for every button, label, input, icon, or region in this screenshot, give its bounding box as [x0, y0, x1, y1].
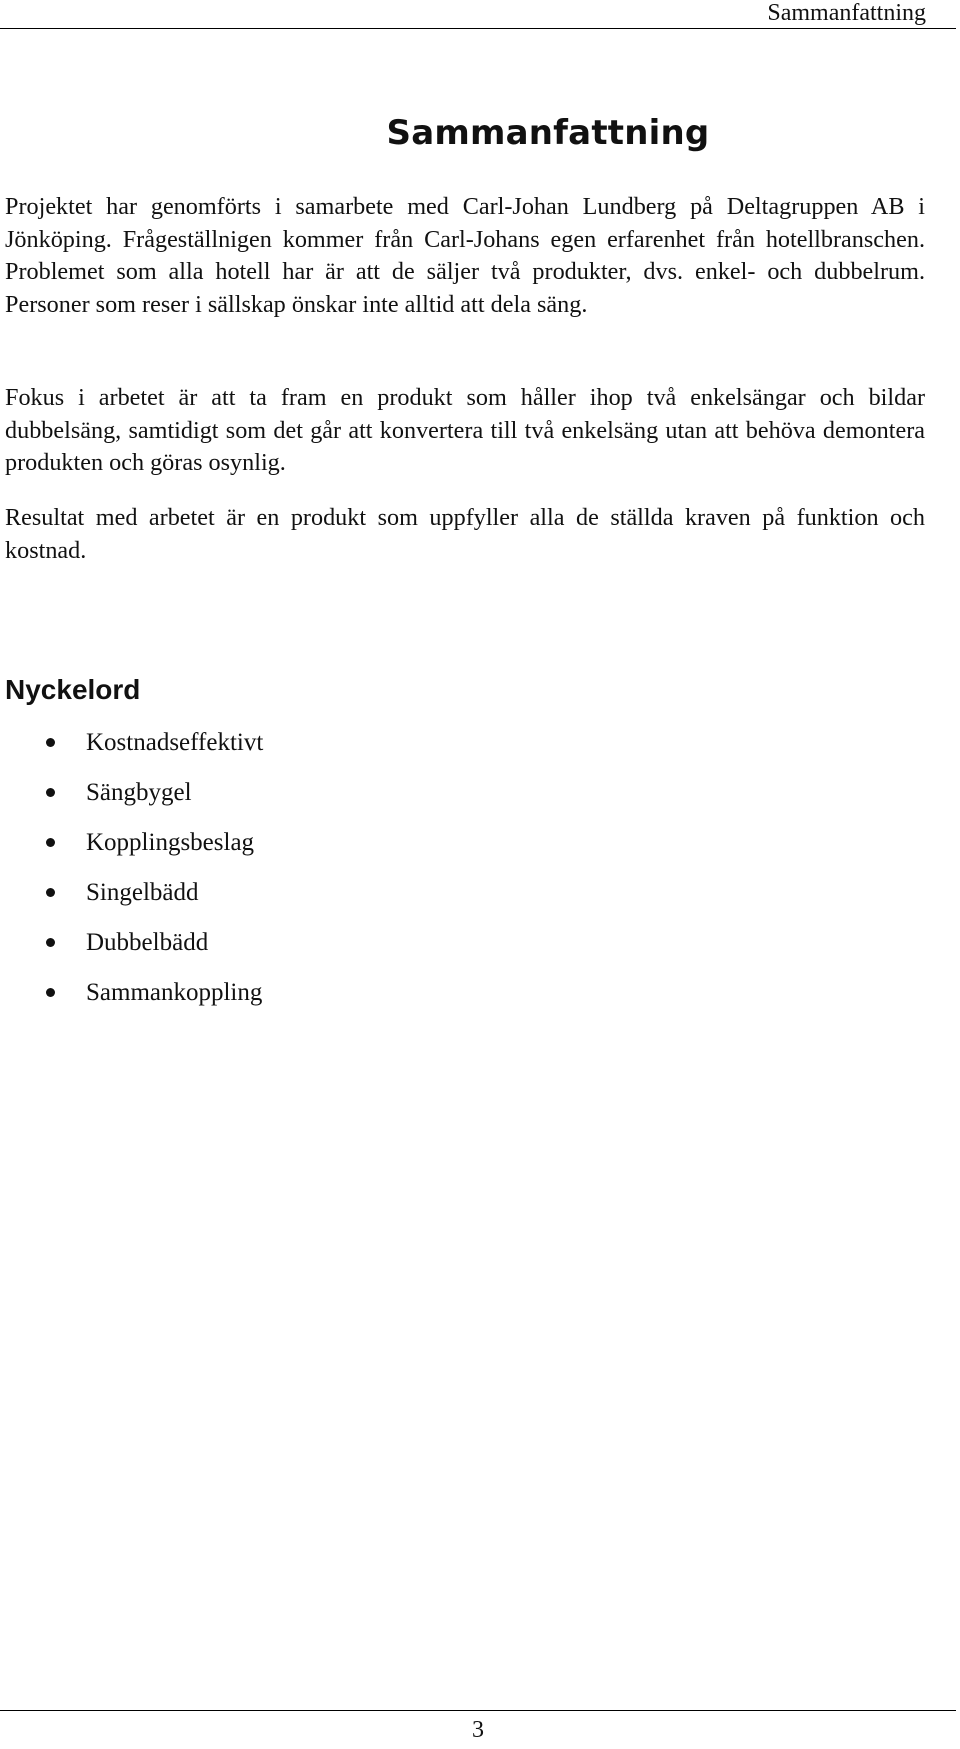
keywords-heading: Nyckelord [5, 674, 141, 705]
bullet-icon [46, 788, 55, 797]
page-title: Sammanfattning [386, 113, 710, 153]
page-header [0, 0, 956, 29]
keyword-text: Singelbädd [86, 879, 199, 906]
bullet-icon [46, 888, 55, 897]
keyword-text: Dubbelbädd [86, 929, 209, 956]
keyword-text: Sängbygel [86, 779, 192, 806]
bullet-icon [46, 838, 55, 847]
bullet-icon [46, 988, 55, 997]
page-number: 3 [472, 1717, 484, 1743]
summary-paragraph-1: Projektet har genomförts i samarbete med Carl-Johan Lundberg på Deltagruppen AB i Jönköping. Frågeställnigen kommer från Carl-Johans egen erfarenhet från hotellbranschen. Problemet som alla hotell har är att de säljer två produkter, dvs. enkel- och dubbelrum. Personer som reser i sällskap önskar inte alltid att dela säng. [5, 193, 925, 318]
keyword-text: Sammankoppling [86, 979, 263, 1006]
keyword-text: Kostnadseffektivt [86, 729, 264, 756]
running-header: Sammanfattning [767, 0, 926, 26]
bullet-icon [46, 738, 55, 747]
keyword-text: Kopplingsbeslag [86, 829, 255, 856]
summary-paragraph-2: Fokus i arbetet är att ta fram en produkt som håller ihop två enkelsängar och bildar dubbelsäng, samtidigt som det går att konvertera till två enkelsäng utan att behöva demontera produkten och göras osynlig. [5, 384, 925, 476]
bullet-icon [46, 938, 55, 947]
footer-rule [0, 1710, 956, 1711]
summary-paragraph-3: Resultat med arbetet är en produkt som uppfyller alla de ställda kraven på funktion och kostnad. [5, 504, 925, 564]
